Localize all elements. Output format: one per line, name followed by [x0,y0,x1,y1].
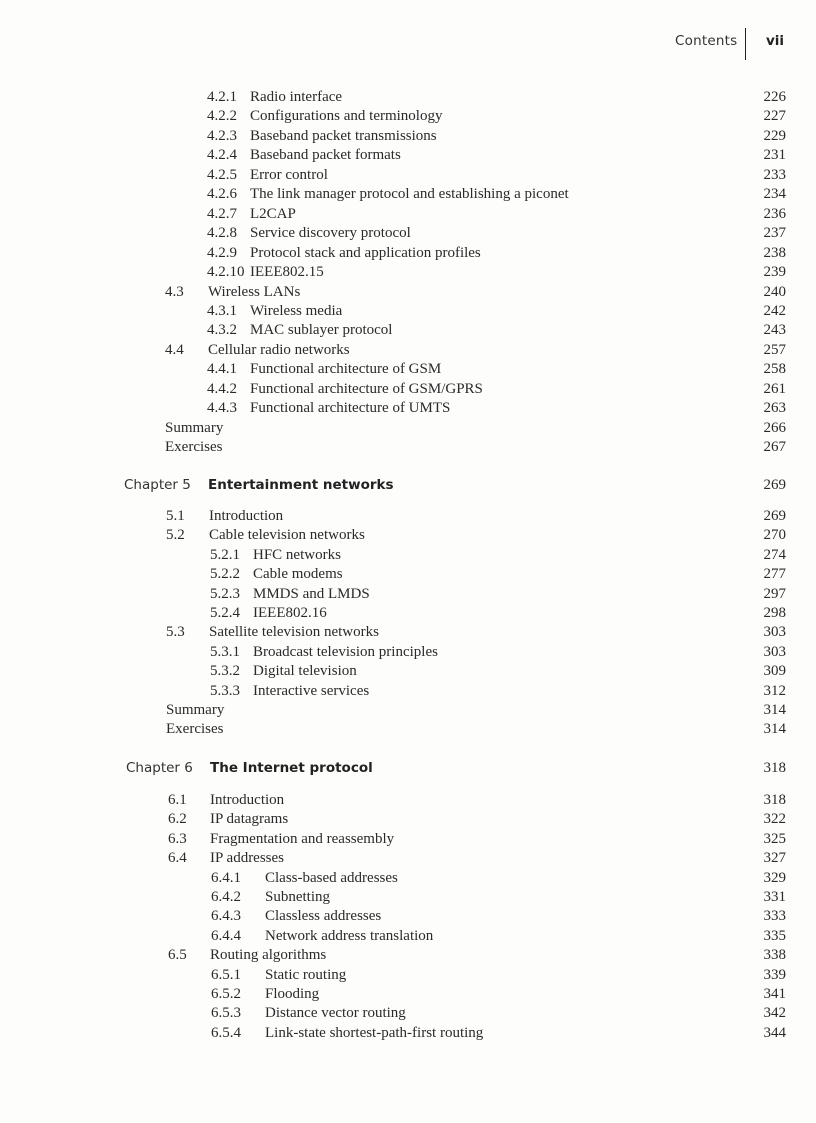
toc-entry[interactable] [0,719,816,739]
section-page: 231 [763,147,786,164]
toc-entry[interactable] [0,700,816,720]
section-number: 6.2 [168,811,187,828]
section-number: 4.2.10 [207,264,245,281]
section-page: 322 [763,811,786,828]
section-title: Digital television [253,663,357,680]
section-title: IP datagrams [210,811,289,828]
section-title: Static routing [265,966,347,983]
section-page: 269 [763,508,786,524]
section-title: Flooding [265,986,320,1002]
toc-entry[interactable] [0,681,816,701]
toc-entry[interactable] [0,437,816,457]
section-page: 240 [763,283,786,300]
toc-entry[interactable] [0,945,816,965]
toc-entry[interactable] [0,1023,816,1043]
section-number: 6.5.4 [211,1024,241,1041]
section-page: 297 [763,585,786,602]
toc-entry[interactable] [0,887,816,907]
toc-entry[interactable] [0,243,816,263]
section-title: Subnetting [265,889,331,905]
section-title: Radio interface [250,89,343,105]
section-number: 6.3 [168,830,187,847]
section-number: 6.5.2 [211,986,241,1002]
toc-entry[interactable] [0,868,816,888]
section-title: Introduction [209,508,284,524]
chapter-page: 318 [763,760,786,776]
toc-entry[interactable] [0,584,816,604]
section-number: 5.2.4 [210,605,240,621]
section-number: 5.2.1 [210,546,240,563]
section-title: Functional architecture of UMTS [250,400,451,417]
chapter-heading[interactable] [0,475,816,495]
section-page: 335 [763,927,786,944]
section-page: 338 [763,947,786,964]
toc-entry[interactable] [0,906,816,926]
toc-entry[interactable] [0,204,816,224]
section-page: 229 [763,127,786,144]
toc-entry[interactable] [0,829,816,849]
toc-entry[interactable] [0,965,816,985]
toc-entry[interactable] [0,398,816,418]
section-page: 314 [763,721,786,738]
section-page: 226 [763,89,786,105]
section-title: Summary [166,702,225,718]
section-title: Protocol stack and application profiles [250,244,481,261]
toc-entry[interactable] [0,126,816,146]
section-number: 6.5 [168,947,187,964]
section-page: 257 [763,341,786,358]
section-title: Summary [165,419,224,436]
toc-entry[interactable] [0,301,816,321]
section-number: 6.5.1 [211,966,241,983]
section-page: 258 [763,361,786,378]
page-number: vii [766,33,785,49]
section-number: 4.3.1 [207,302,237,319]
toc-entry[interactable] [0,359,816,379]
section-page: 339 [763,966,786,983]
section-title: L2CAP [250,205,296,222]
section-title: Introduction [210,792,285,808]
toc-entry[interactable] [0,661,816,681]
section-number: 5.2.3 [210,585,240,602]
chapter-page: 269 [763,477,786,493]
section-page: 325 [763,830,786,847]
section-page: 236 [763,205,786,222]
section-number: 6.4 [168,850,187,867]
section-title: Broadcast television principles [253,643,438,660]
section-page: 274 [763,546,786,563]
toc-entry[interactable] [0,184,816,204]
section-page: 261 [763,380,786,397]
section-page: 238 [763,244,786,261]
toc-entry[interactable] [0,506,816,526]
section-title: Exercises [165,439,223,456]
section-title: Functional architecture of GSM/GPRS [250,380,483,397]
section-number: 4.2.4 [207,147,237,164]
toc-entry[interactable] [0,926,816,946]
section-title: HFC networks [253,546,341,563]
section-title: MMDS and LMDS [253,585,370,602]
section-title: Fragmentation and reassembly [210,830,395,847]
section-number: 4.2.5 [207,166,237,183]
section-title: Service discovery protocol [250,225,411,242]
running-title: Contents [675,33,738,49]
section-title: Satellite television networks [209,624,379,641]
section-number: 4.4.1 [207,361,237,378]
section-number: 4.3 [165,283,184,300]
section-number: 6.5.3 [211,1005,241,1022]
section-title: Configurations and terminology [250,108,443,125]
section-page: 234 [763,186,786,203]
toc-entry[interactable] [0,622,816,642]
toc-entry[interactable] [0,564,816,584]
section-title: Wireless media [250,302,343,319]
section-number: 6.1 [168,792,187,808]
section-page: 298 [763,605,786,621]
section-number: 5.2 [166,527,185,544]
section-title: Cable television networks [209,527,365,544]
toc-entry[interactable] [0,525,816,545]
section-page: 243 [763,322,786,339]
section-page: 333 [763,908,786,925]
chapter-title: The Internet protocol [210,760,373,776]
toc-entry[interactable] [0,320,816,340]
section-page: 329 [763,869,786,886]
header-divider [745,28,746,60]
section-page: 314 [763,702,786,718]
section-number: 6.4.3 [211,908,241,925]
section-page: 233 [763,166,786,183]
section-page: 227 [763,108,786,125]
section-page: 277 [763,566,786,583]
section-page: 341 [763,986,786,1002]
toc-entry[interactable] [0,106,816,126]
section-number: 4.4 [165,341,184,358]
section-page: 303 [763,624,786,641]
section-number: 4.2.8 [207,225,237,242]
section-number: 4.3.2 [207,322,237,339]
chapter-label: Chapter 6 [126,760,193,776]
section-title: Network address translation [265,927,434,944]
section-number: 5.3.2 [210,663,240,680]
section-number: 5.2.2 [210,566,240,583]
section-title: Interactive services [253,682,370,699]
section-number: 4.2.2 [207,108,237,125]
section-page: 312 [763,682,786,699]
section-page: 237 [763,225,786,242]
chapter-label: Chapter 5 [124,477,191,493]
section-number: 4.2.1 [207,89,237,105]
section-page: 242 [763,302,786,319]
section-title: Classless addresses [265,908,382,925]
section-title: Functional architecture of GSM [250,361,442,378]
toc-entry[interactable] [0,223,816,243]
toc-entry[interactable] [0,145,816,165]
section-title: Link-state shortest-path-first routing [265,1024,484,1041]
section-number: 4.2.7 [207,205,237,222]
toc-entry[interactable] [0,848,816,868]
section-number: 5.3.3 [210,682,240,699]
toc-entry[interactable] [0,642,816,662]
section-title: The link manager protocol and establishing a piconet [250,186,569,203]
section-number: 5.1 [166,508,185,524]
section-page: 327 [763,850,786,867]
section-page: 318 [763,792,786,808]
toc-entry[interactable] [0,87,816,107]
toc-entry[interactable] [0,603,816,623]
section-page: 331 [763,889,786,905]
section-page: 270 [763,527,786,544]
section-number: 4.2.6 [207,186,237,203]
section-page: 239 [763,264,786,281]
toc-entry[interactable] [0,262,816,282]
section-title: Exercises [166,721,224,738]
section-title: Error control [250,166,328,183]
toc-entry[interactable] [0,282,816,302]
toc-entry[interactable] [0,790,816,810]
section-title: Cable modems [253,566,343,583]
section-page: 267 [763,439,786,456]
toc-entry[interactable] [0,340,816,360]
section-title: Baseband packet transmissions [250,127,437,144]
toc-entry[interactable] [0,418,816,438]
section-page: 266 [763,419,786,436]
section-title: Baseband packet formats [250,147,401,164]
section-number: 6.4.2 [211,889,241,905]
toc-entry[interactable] [0,545,816,565]
toc-entry[interactable] [0,165,816,185]
section-title: Cellular radio networks [208,341,350,358]
section-number: 5.3 [166,624,185,641]
toc-entry[interactable] [0,1003,816,1023]
section-number: 4.4.2 [207,380,237,397]
section-number: 4.2.3 [207,127,237,144]
section-page: 263 [763,400,786,417]
section-number: 4.2.9 [207,244,237,261]
section-number: 5.3.1 [210,643,240,660]
section-title: Routing algorithms [210,947,327,964]
section-title: IP addresses [210,850,285,867]
section-page: 309 [763,663,786,680]
section-number: 4.4.3 [207,400,237,417]
section-title: Wireless LANs [208,283,301,300]
section-title: IEEE802.16 [253,605,327,621]
section-page: 303 [763,643,786,660]
section-page: 344 [763,1024,786,1041]
section-title: Class-based addresses [265,869,398,886]
section-title: IEEE802.15 [250,264,324,281]
section-number: 6.4.4 [211,927,241,944]
chapter-title: Entertainment networks [208,477,394,493]
toc-entry[interactable] [0,984,816,1004]
toc-entry[interactable] [0,379,816,399]
section-title: MAC sublayer protocol [250,322,393,339]
section-number: 6.4.1 [211,869,241,886]
section-title: Distance vector routing [265,1005,406,1022]
toc-entry[interactable] [0,809,816,829]
section-page: 342 [763,1005,786,1022]
chapter-heading[interactable] [0,758,816,778]
